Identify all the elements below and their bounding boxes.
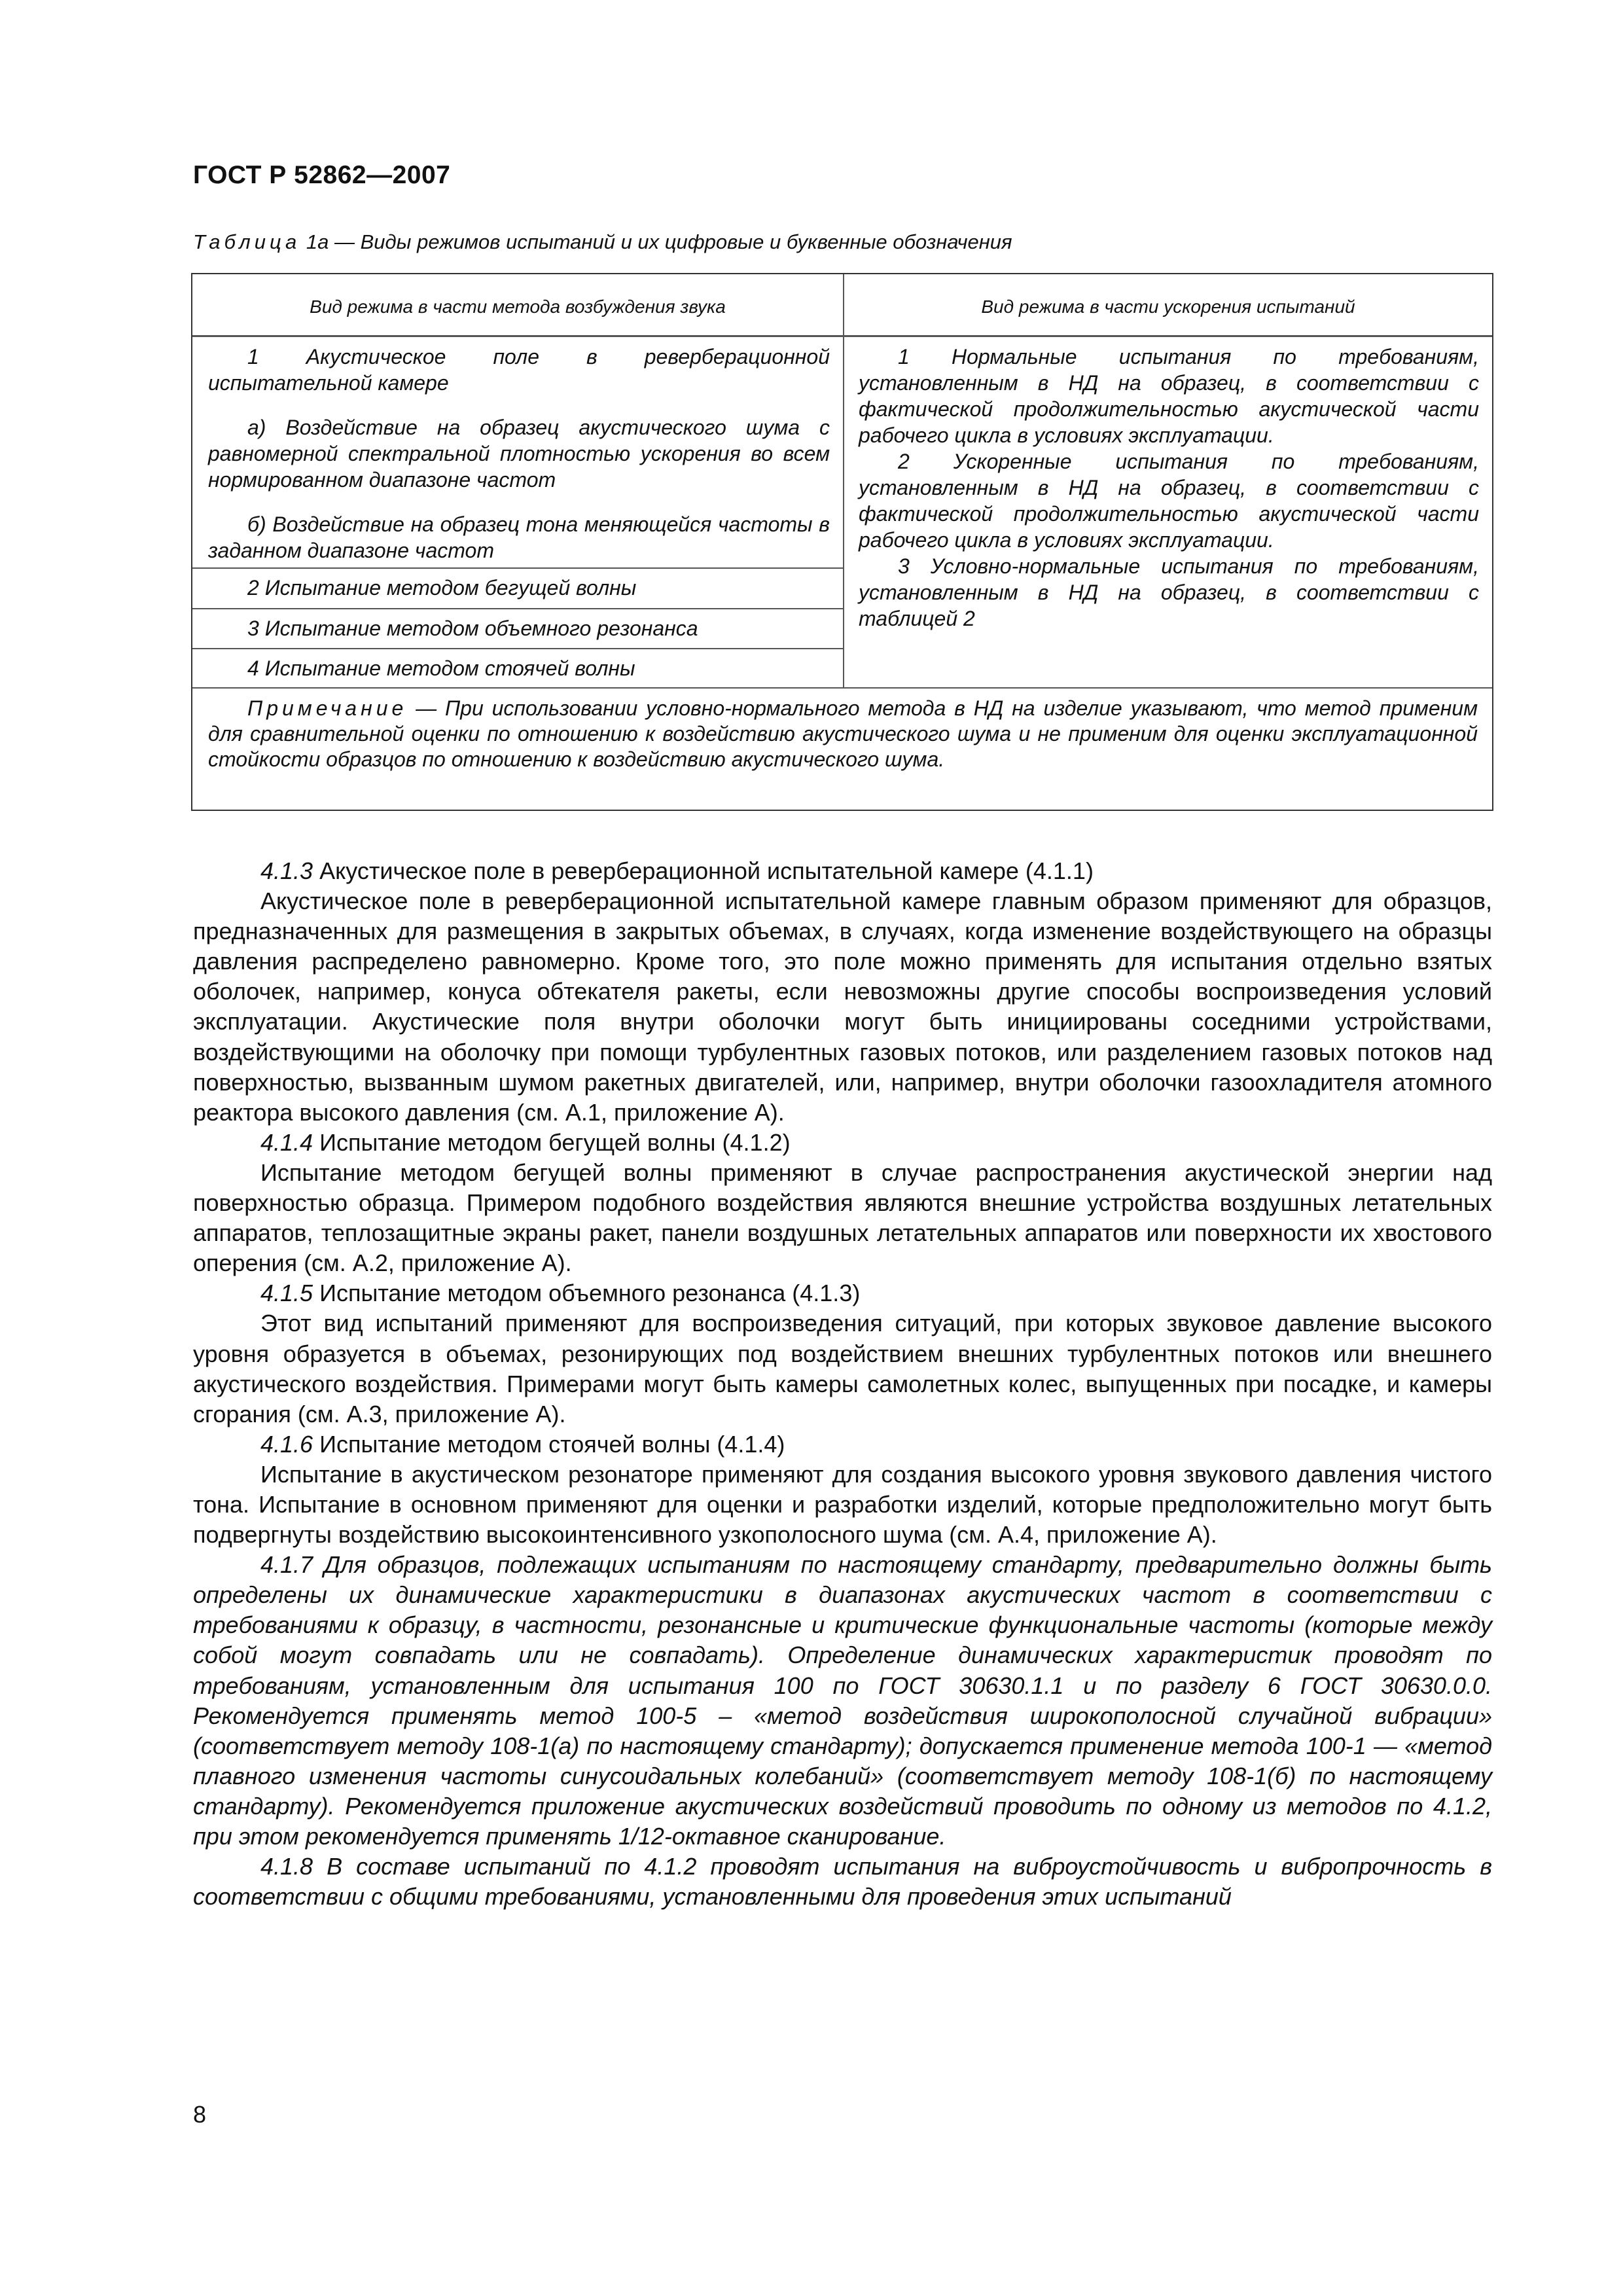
- standard-header: ГОСТ Р 52862—2007: [193, 161, 451, 189]
- left-item-1b: б) Воздействие на образец тона меняющейся частоты в заданном диапазоне частот: [208, 512, 830, 562]
- table-caption-text: 1а — Виды режимов испытаний и их цифровые и буквенные обозначения: [306, 230, 1012, 253]
- table-note-divider: [192, 687, 1492, 689]
- left-item-1: 1 Акустическое поле в реверберационной испытательной камере: [208, 345, 830, 395]
- clause-text-4-1-5: Этот вид испытаний применяют для воспроизведения ситуаций, при которых звуковое давление высокого уровня образуется в объемах, резонирующих под воздействием внешних турбулентных потоков или внешнего акустического воздействия. Примерами могут быть камеры самолетных колес, выпущенных при посадке, и камеры сгорания (см. А.3, приложение А).: [193, 1310, 1492, 1427]
- table-caption-word: Таблица: [193, 230, 301, 253]
- document-body: [193, 856, 1492, 1912]
- note-label: Примечание: [247, 696, 408, 720]
- clause-text-4-1-6: Испытание в акустическом резонаторе применяют для создания высокого уровня звукового давления чистого тона. Испытание в основном применяют для оценки и разработки изделий, которые предположительно могут быть подвергнуты воздействию высокоинтенсивного узкополосного шума (см. А.4, приложение А).: [193, 1460, 1492, 1549]
- table-note: [208, 696, 1478, 772]
- table-column-divider: [843, 274, 844, 688]
- right-item-1: 1 Нормальные испытания по требованиям, установленным в НД на образец, в соответствии с фактической продолжительностью акустической части рабочего цикла в условиях эксплуатации.: [859, 345, 1479, 447]
- right-item-2: 2 Ускоренные испытания по требованиям, установленным в НД на образец, в соответствии с фактической продолжительностью акустической части рабочего цикла в условиях эксплуатации.: [859, 450, 1479, 552]
- clause-heading-4-1-5: 4.1.5 Испытание методом объемного резонанса (4.1.3): [260, 1280, 861, 1307]
- clause-heading-4-1-6: 4.1.6 Испытание методом стоячей волны (4.1.4): [260, 1430, 785, 1458]
- clause-heading-4-1-3: 4.1.3 Акустическое поле в реверберационной испытательной камере (4.1.1): [260, 857, 1094, 884]
- table-caption: [193, 230, 1012, 254]
- table-header-divider: [192, 335, 1492, 337]
- clause-text-4-1-4: Испытание методом бегущей волны применяют в случае распространения акустической энергии над поверхностью образца. Примером подобного воздействия являются внешние устройства воздушных летательных аппаратов, теплозащитные экраны ракет, панели воздушных летательных аппаратов или поверхности их хвостового оперения (см. А.2, приложение А).: [193, 1158, 1492, 1277]
- left-item-1a: а) Воздействие на образец акустического шума с равномерной спектральной плотностью ускорения во всем нормированном диапазоне частот: [208, 416, 830, 492]
- column-header-excitation: Вид режима в части метода возбуждения звука: [310, 296, 726, 317]
- clause-heading-4-1-4: 4.1.4 Испытание методом бегущей волны (4.1.2): [260, 1128, 791, 1156]
- table-row-divider: [192, 608, 843, 609]
- clause-4-1-8: 4.1.8 В составе испытаний по 4.1.2 проводят испытания на виброустойчивость и вибропрочность в соответствии с общими требованиями, установленными для проведения этих испытаний: [193, 1853, 1492, 1910]
- page-number: 8: [193, 2101, 207, 2128]
- clause-text-4-1-3: Акустическое поле в реверберационной испытательной камере главным образом применяют для образцов, предназначенных для размещения в закрытых объемах, в случаях, когда изменение воздействующего на образцы давления распределено равномерно. Кроме того, это поле можно применять для испытания отдельно взятых оболочек, например, конуса обтекателя ракеты, если невозможны другие способы воспроизведения условий эксплуатации. Акустические поля внутри оболочки могут быть инициированы соседними устройствами, воздействующими на оболочку при помощи турбулентных газовых потоков, или разделением газовых потоков над поверхностью, вызванным шумом ракетных двигателей, или, например, внутри оболочки газоохладителя атомного реактора высокого давления (см. А.1, приложение А).: [193, 888, 1492, 1126]
- modes-table: [191, 273, 1493, 811]
- clause-4-1-7: 4.1.7 Для образцов, подлежащих испытаниям по настоящему стандарту, предварительно должны быть определены их динамические характеристики в диапазонах акустических частот в соответствии с требованиями к образцу, в частности, резонансные и критические функциональные частоты (которые между собой могут совпадать или не совпадать). Определение динамических характеристик проводят по требованиям, установленным для испытания 100 по ГОСТ 30630.1.1 и по разделу 6 ГОСТ 30630.0.0. Рекомендуется применять метод 100-5 – «метод воздействия широкополосной случайной вибрации» (соответствует методу 108-1(а) по настоящему стандарту); допускается применение метода 100-1 — «метод плавного изменения частоты синусоидальных колебаний» (соответствует методу 108-1(б) по настоящему стандарту). Рекомендуется приложение акустических воздействий проводить по одному из методов по 4.1.2, при этом рекомендуется применять 1/12-октавное сканирование.: [193, 1551, 1492, 1850]
- column-header-acceleration: Вид режима в части ускорения испытаний: [981, 296, 1355, 317]
- left-item-3: 3 Испытание методом объемного резонанса: [247, 617, 698, 640]
- right-item-3: 3 Условно-нормальные испытания по требованиям, установленным в НД на образец, в соответствии с таблицей 2: [859, 554, 1479, 630]
- left-item-4: 4 Испытание методом стоячей волны: [247, 656, 635, 680]
- left-item-2: 2 Испытание методом бегущей волны: [247, 576, 637, 600]
- note-text: — При использовании условно-нормального метода в НД на изделие указывают, что метод применим для сравнительной оценки по отношению к воздействию акустического шума и не применим для оценки эксплуатационной стойкости образцов по отношению к воздействию акустического шума.: [208, 696, 1478, 771]
- table-row-divider: [192, 648, 843, 649]
- table-row-divider: [192, 567, 843, 569]
